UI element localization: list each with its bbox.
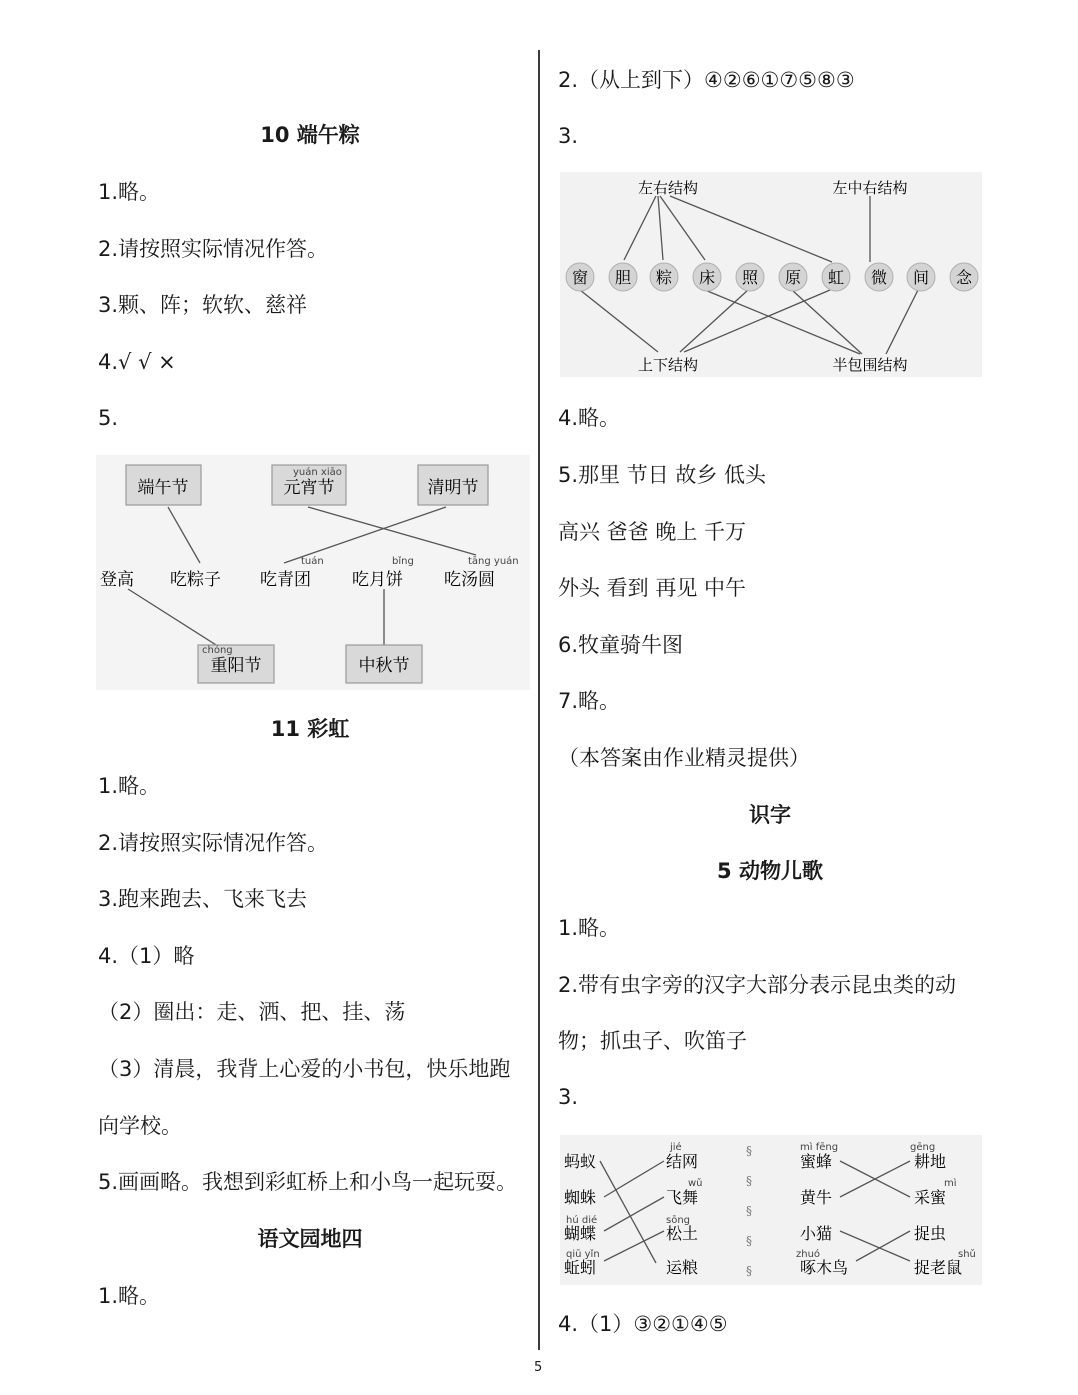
char-3: 床 bbox=[698, 268, 716, 287]
char-7: 微 bbox=[870, 268, 888, 287]
lesson10-answer-3: 3.颗、阵；软软、慈祥 bbox=[98, 293, 308, 317]
lesson5-title: 5 动物儿歌 bbox=[717, 859, 823, 883]
char-1: 胆 bbox=[614, 268, 632, 287]
animal-mifeng: 蜜蜂 bbox=[800, 1152, 833, 1171]
pinyin-zhuo: zhuó bbox=[796, 1249, 821, 1260]
label-banbaowei: 半包围结构 bbox=[832, 356, 908, 374]
char-0: 窗 bbox=[571, 268, 589, 287]
animal-matching-figure bbox=[560, 1135, 982, 1285]
lesson10-answer-1: 1.略。 bbox=[98, 180, 161, 204]
char-4: 照 bbox=[741, 268, 759, 287]
right-answer-5-line3: 外头 看到 再见 中午 bbox=[558, 576, 747, 600]
character-structure-figure bbox=[560, 172, 982, 377]
pinyin-mi: mì bbox=[944, 1178, 957, 1189]
pinyin-bing: bǐng bbox=[392, 556, 414, 567]
page-number: 5 bbox=[534, 1360, 543, 1375]
animal-zhuomuniao: 啄木鸟 bbox=[800, 1258, 849, 1277]
pinyin-jie: jié bbox=[670, 1142, 682, 1153]
action-zhuochong: 捉虫 bbox=[914, 1224, 947, 1243]
animal-huangniu: 黄牛 bbox=[800, 1188, 833, 1207]
pinyin-yuanxiao: yuán xiāo bbox=[293, 467, 342, 478]
festival-label-chongyang: 重阳节 bbox=[210, 656, 262, 676]
char-6: 虹 bbox=[827, 268, 845, 287]
action-gengdi: 耕地 bbox=[914, 1152, 947, 1171]
lesson11-title: 11 彩虹 bbox=[270, 717, 350, 741]
right-answer-7: 7.略。 bbox=[558, 689, 621, 713]
pinyin-chong: chóng bbox=[202, 645, 233, 656]
lesson11-answer-5: 5.画画略。我想到彩虹桥上和小鸟一起玩耍。 bbox=[98, 1170, 518, 1194]
right-answer-3: 3. bbox=[558, 124, 579, 148]
right-answer-2: 2.（从上到下）④②⑥①⑦⑤⑧③ bbox=[558, 68, 855, 92]
lesson10-answer-4: 4.√ √ × bbox=[98, 350, 176, 374]
festival-label-yuanxiao: 元宵节 bbox=[283, 478, 335, 498]
pinyin-tuan: tuán bbox=[301, 556, 324, 567]
pinyin-tangyuan: tāng yuán bbox=[468, 556, 519, 567]
lesson11-answer-3: 3.跑来跑去、飞来飞去 bbox=[98, 887, 308, 911]
answer-credit: （本答案由作业精灵提供） bbox=[558, 746, 810, 770]
festival-label-zhongqiu: 中秋节 bbox=[358, 656, 410, 676]
lesson11-answer-4-3b: 向学校。 bbox=[98, 1114, 182, 1138]
festival-label-duanwu: 端午节 bbox=[137, 478, 189, 498]
lesson5-answer-2b: 物；抓虫子、吹笛子 bbox=[558, 1029, 747, 1053]
right-answer-6: 6.牧童骑牛图 bbox=[558, 633, 684, 657]
column-divider bbox=[538, 50, 540, 1350]
lesson11-answer-4: 4.（1）略 bbox=[98, 944, 195, 968]
action-songtu: 松土 bbox=[666, 1224, 699, 1243]
action-zhuolaoshu: 捉老鼠 bbox=[914, 1258, 963, 1277]
food-denggao: 登高 bbox=[100, 570, 134, 590]
section-shizi: 识字 bbox=[749, 803, 791, 827]
food-tangyuan: 吃汤圆 bbox=[444, 570, 495, 590]
action-caimi: 采蜜 bbox=[914, 1188, 947, 1207]
lesson11-answer-1: 1.略。 bbox=[98, 774, 161, 798]
svg-text:§: § bbox=[746, 1264, 752, 1278]
animal-mayi: 蚂蚁 bbox=[564, 1152, 597, 1171]
lesson11-answer-4-3a: （3）清晨，我背上心爱的小书包，快乐地跑 bbox=[98, 1057, 511, 1081]
food-qingtuan: 吃青团 bbox=[260, 570, 311, 590]
action-feiwu: 飞舞 bbox=[666, 1188, 699, 1207]
action-jiewang: 结网 bbox=[666, 1152, 699, 1171]
lesson10-answer-5: 5. bbox=[98, 406, 119, 430]
lesson5-answer-2a: 2.带有虫字旁的汉字大部分表示昆虫类的动 bbox=[558, 973, 957, 997]
food-yuebing: 吃月饼 bbox=[352, 570, 403, 590]
lesson5-answer-3: 3. bbox=[558, 1085, 579, 1109]
label-shangxia: 上下结构 bbox=[637, 356, 699, 374]
pinyin-hudie: hú dié bbox=[566, 1215, 598, 1226]
pinyin-song: sōng bbox=[666, 1215, 691, 1226]
label-zuozhongyou: 左中右结构 bbox=[832, 179, 908, 197]
char-5: 原 bbox=[784, 268, 802, 287]
pinyin-geng: gēng bbox=[910, 1142, 936, 1153]
label-zuoyou: 左右结构 bbox=[637, 179, 699, 197]
svg-text:§: § bbox=[746, 1234, 752, 1248]
pinyin-wu: wǔ bbox=[688, 1178, 703, 1189]
festival-matching-figure bbox=[96, 455, 530, 690]
animal-qiuyin: 蚯蚓 bbox=[564, 1258, 597, 1277]
food-zongzi: 吃粽子 bbox=[170, 570, 221, 590]
lesson5-answer-4: 4.（1）③②①④⑤ bbox=[558, 1312, 728, 1336]
animal-hudie: 蝴蝶 bbox=[564, 1224, 597, 1243]
divider-ornament: § bbox=[746, 1144, 752, 1158]
char-2: 粽 bbox=[655, 268, 673, 287]
pinyin-qiuyin: qiū yǐn bbox=[566, 1249, 600, 1260]
pinyin-mifeng: mì fēng bbox=[800, 1142, 839, 1153]
festival-label-qingming: 清明节 bbox=[427, 478, 479, 498]
lesson11-answer-4-2: （2）圈出：走、洒、把、挂、荡 bbox=[98, 1000, 406, 1024]
svg-text:§: § bbox=[746, 1204, 752, 1218]
garden4-answer-1: 1.略。 bbox=[98, 1284, 161, 1308]
lesson11-answer-2: 2.请按照实际情况作答。 bbox=[98, 831, 329, 855]
lesson10-title: 10 端午粽 bbox=[260, 123, 360, 147]
lesson5-answer-1: 1.略。 bbox=[558, 916, 621, 940]
svg-text:§: § bbox=[746, 1174, 752, 1188]
right-answer-4: 4.略。 bbox=[558, 406, 621, 430]
animal-xiaomao: 小猫 bbox=[800, 1224, 833, 1243]
right-answer-5-line1: 5.那里 节日 故乡 低头 bbox=[558, 463, 767, 487]
char-8: 间 bbox=[912, 268, 930, 287]
lesson10-answer-2: 2.请按照实际情况作答。 bbox=[98, 237, 329, 261]
pinyin-shu: shǔ bbox=[958, 1249, 976, 1260]
right-answer-5-line2: 高兴 爸爸 晚上 千万 bbox=[558, 520, 747, 544]
char-9: 念 bbox=[955, 268, 973, 287]
garden4-title: 语文园地四 bbox=[257, 1227, 363, 1251]
animal-zhizhu: 蜘蛛 bbox=[564, 1188, 597, 1207]
action-yunliang: 运粮 bbox=[666, 1258, 699, 1277]
